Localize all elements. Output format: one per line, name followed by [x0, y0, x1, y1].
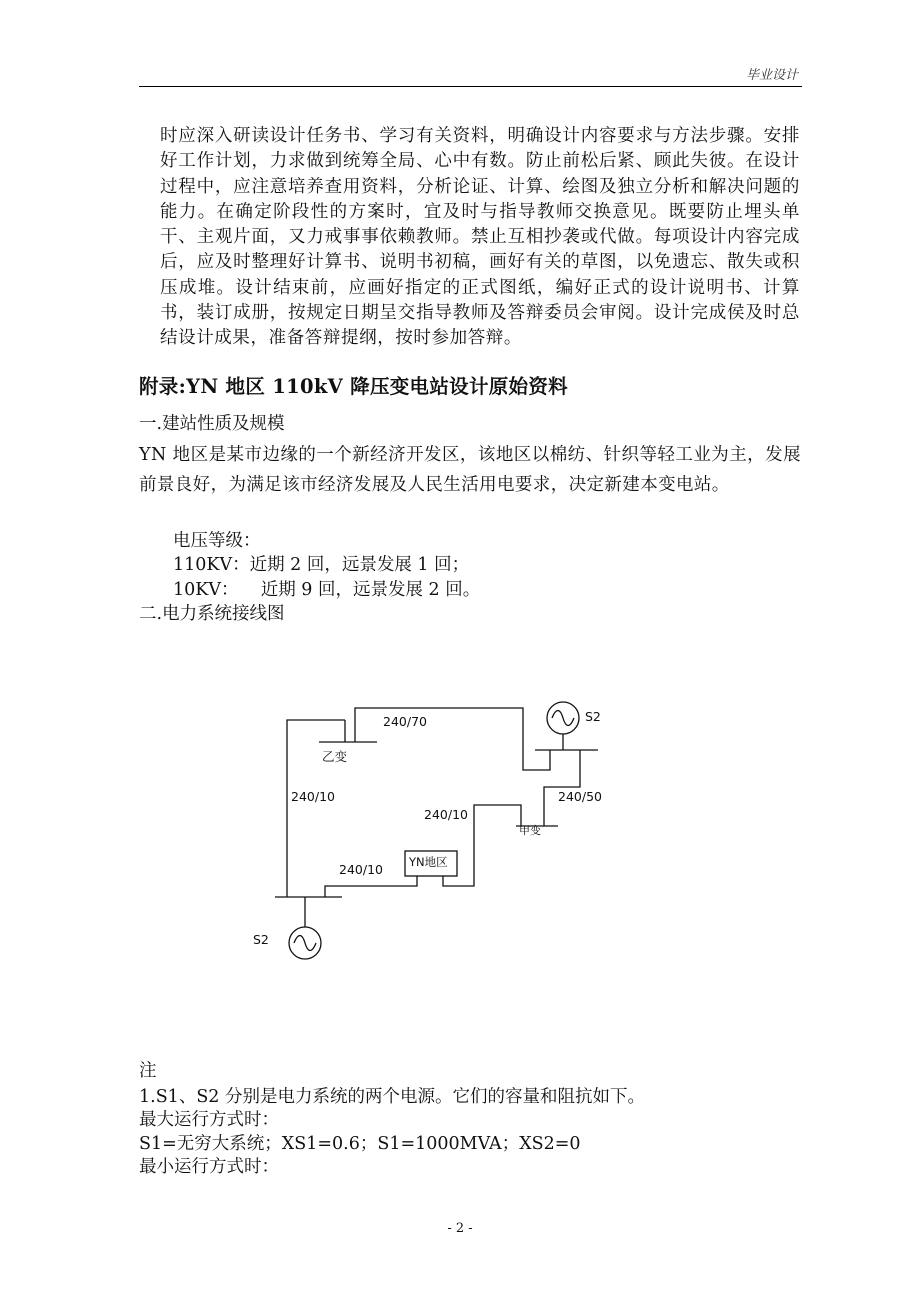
page-number: - 2 - [447, 1221, 473, 1236]
line-bottom [325, 876, 417, 897]
voltage-label: 电压等级： [173, 531, 261, 551]
section1-text: YN 地区是某市边缘的一个新经济开发区，该地区以棉纺、针织等轻工业为主，发展前景良好，为满足该市经济发展及人民生活用电要求，决定新建本变电站。 [139, 445, 801, 495]
label-source-top: S2 [585, 709, 601, 724]
section1-heading: 一.建站性质及规模 [139, 414, 285, 434]
label-line-top: 240/70 [383, 714, 427, 729]
label-sub-yi: 乙变 [322, 749, 348, 764]
voltage-110kv: 110KV：近期 2 回，远景发展 1 回； [173, 555, 470, 575]
intro-paragraph: 时应深入研读设计任务书、学习有关资料，明确设计内容要求与方法步骤。安排好工作计划，力求做到统筹全局、心中有数。防止前松后紧、顾此失彼。在设计过程中，应注意培养查用资料，分析论证、计算、绘图及独立分析和解决问题的能力。在确定阶段性的方案时，宜及时与指导教师交换意见。既要防止埋头单干、主观片面，又力戒事事依赖教师。禁止互相抄袭或代做。每项设计内容完成后，应及时整理好计算书、说明书初稿，画好有关的草图，以免遗忘、散失或积压成堆。设计结束前，应画好指定的正式图纸，编好正式的设计说明书、计算书，装订成册，按规定日期呈交指导教师及答辩委员会审阅。设计完成侯及时总结设计成果，准备答辩提纲，按时参加答辩。 [160, 126, 800, 349]
notes-line-4: 最小运行方式时： [139, 1157, 279, 1177]
section2-heading: 二.电力系统接线图 [139, 604, 285, 624]
appendix-title: 附录:YN 地区 110kV 降压变电站设计原始资料 [139, 375, 568, 398]
header-label: 毕业设计 [745, 68, 798, 83]
voltage-10kv: 10KV： 近期 9 回，远景发展 2 回。 [173, 580, 481, 600]
header-rule [139, 86, 802, 87]
line-left [287, 720, 345, 897]
notes-line-3: S1=无穷大系统；XS1=0.6；S1=1000MVA；XS2=0 [139, 1134, 581, 1154]
power-system-diagram [240, 690, 620, 980]
notes-line-1: 1.S1、S2 分别是电力系统的两个电源。它们的容量和阻抗如下。 [139, 1087, 646, 1107]
label-sub-yn: YN地区 [409, 855, 448, 869]
label-line-bottom: 240/10 [339, 862, 383, 877]
notes-heading: 注 [139, 1061, 157, 1081]
label-line-left: 240/10 [291, 789, 335, 804]
label-line-mid: 240/10 [424, 807, 468, 822]
label-line-right: 240/50 [558, 789, 602, 804]
label-source-bottom: S2 [253, 932, 269, 947]
notes-line-2: 最大运行方式时： [139, 1110, 279, 1130]
label-sub-jia: 甲变 [519, 824, 541, 837]
